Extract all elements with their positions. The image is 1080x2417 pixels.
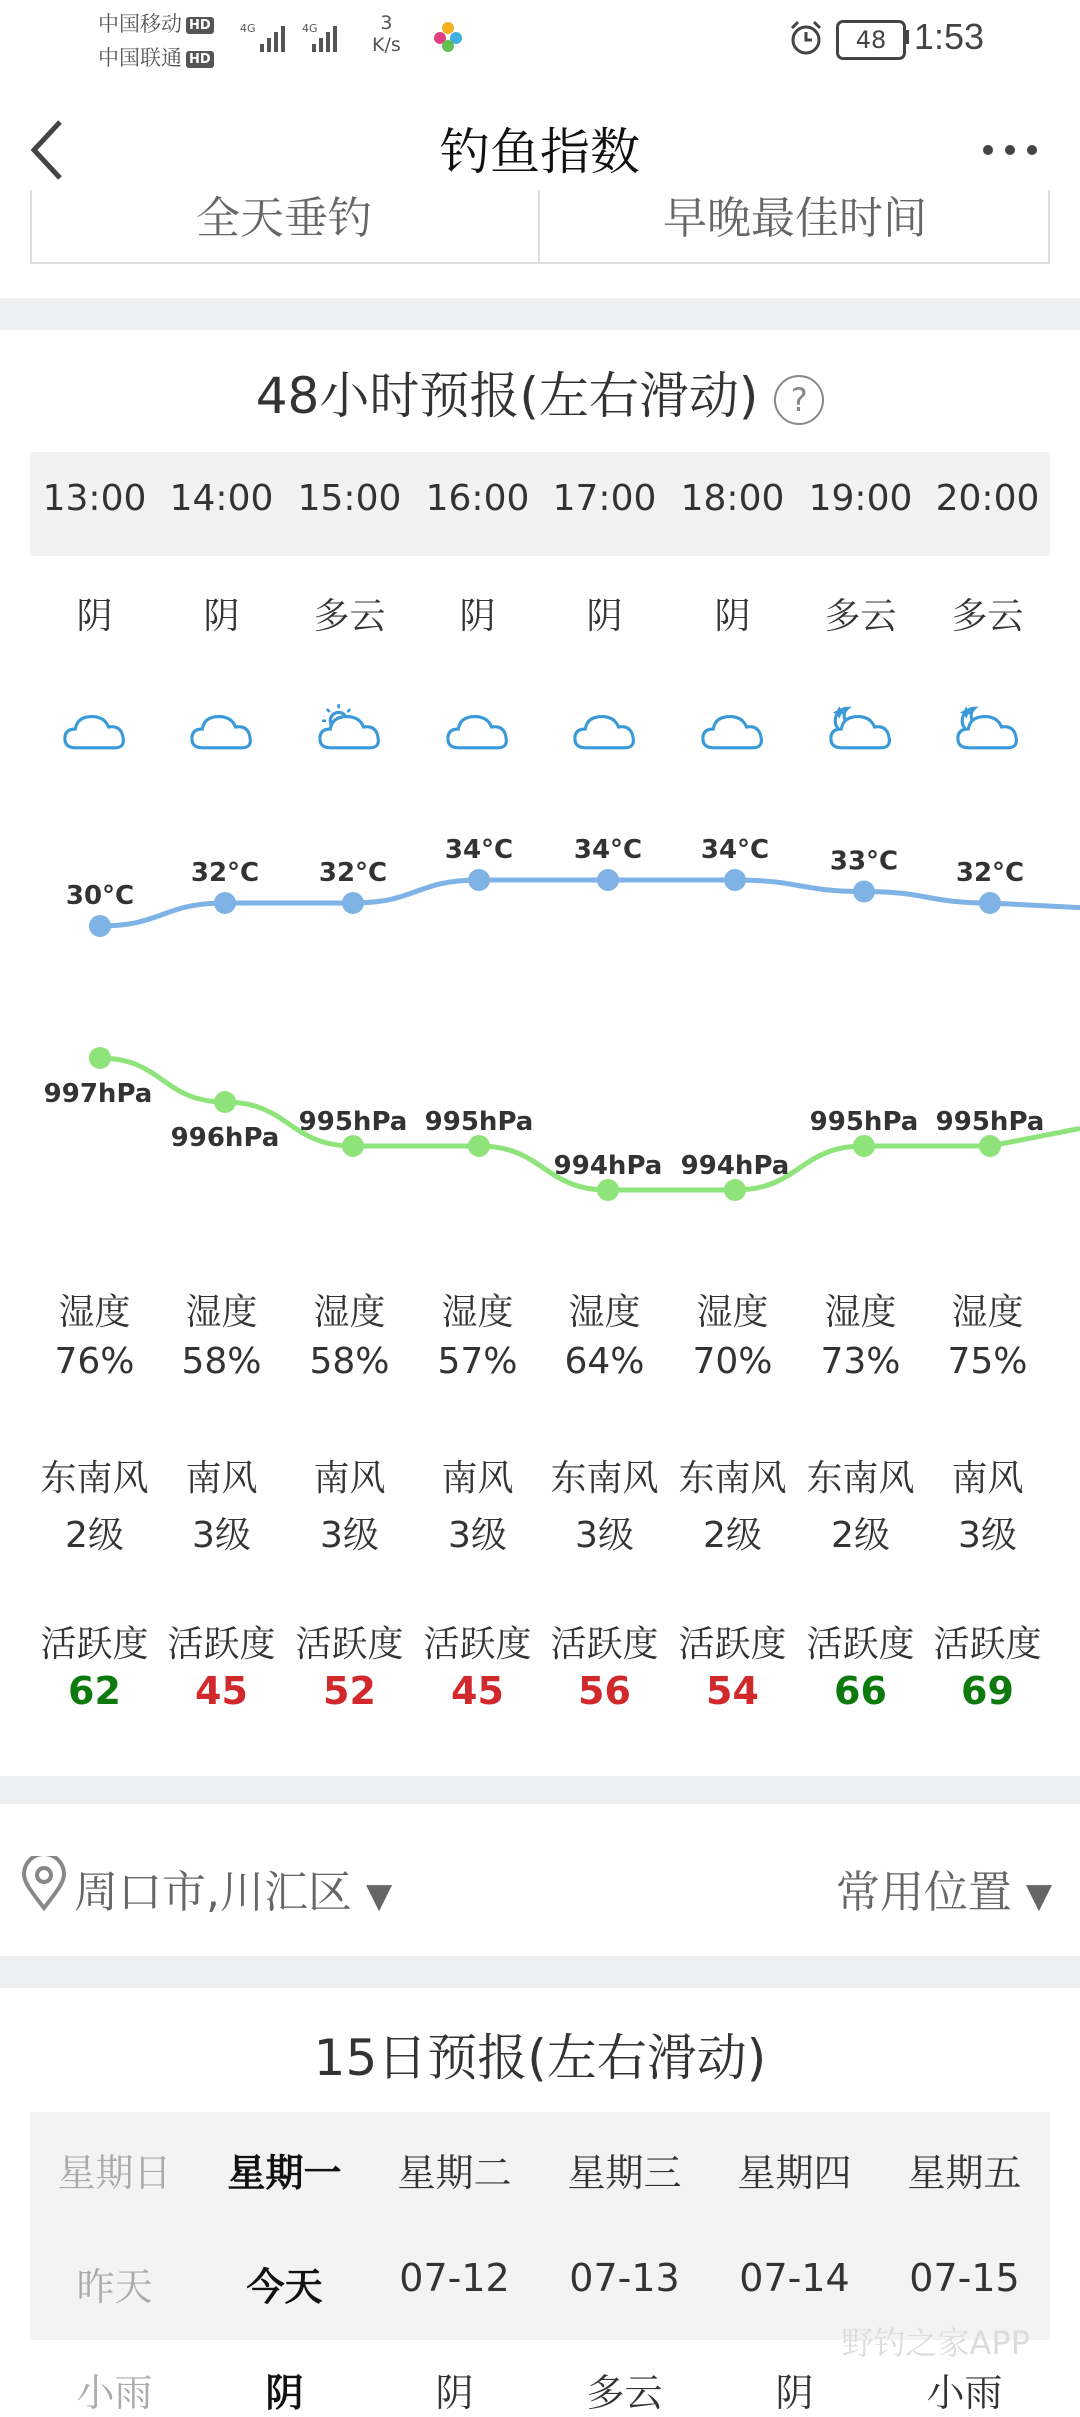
activity-value: 54 — [706, 1669, 759, 1713]
day-weather[interactable]: 阴 — [435, 2371, 474, 2415]
section-divider — [0, 1956, 1080, 1988]
activity-value: 52 — [323, 1669, 376, 1713]
hour-cell[interactable] — [158, 478, 285, 519]
hour-time: 13:00 — [42, 478, 147, 519]
humidity-label: 湿度 — [824, 1292, 897, 1333]
wind-level: 3级 — [575, 1515, 634, 1556]
wind-level: 3级 — [958, 1515, 1017, 1556]
temp-point — [468, 869, 490, 891]
weather-text: 阴 — [459, 596, 496, 637]
activity-cell — [541, 1616, 668, 1713]
pressure-point — [468, 1135, 490, 1157]
weather-text: 阴 — [714, 596, 751, 637]
activity-label: 活跃度 — [806, 1624, 915, 1665]
day-weather[interactable]: 阴 — [775, 2371, 814, 2415]
wind-direction: 东南风 — [40, 1458, 149, 1499]
humidity-label: 湿度 — [313, 1292, 386, 1333]
pressure-point — [979, 1135, 1001, 1157]
pressure-label: 997hPa — [43, 1079, 153, 1109]
weather-text: 多云 — [313, 596, 386, 637]
hour-time: 16:00 — [425, 478, 530, 519]
day-date[interactable]: 07-13 — [569, 2256, 680, 2300]
temp-label: 32°C — [190, 858, 260, 888]
pressure-point — [853, 1135, 875, 1157]
wind-direction: 东南风 — [550, 1458, 659, 1499]
hour-time: 14:00 — [169, 478, 274, 519]
partly-cloudy-day-icon — [286, 700, 413, 754]
wind-level: 3级 — [448, 1515, 507, 1556]
activity-value: 62 — [68, 1669, 121, 1713]
day-date[interactable]: 07-15 — [909, 2256, 1020, 2300]
battery-tip — [904, 30, 909, 44]
battery-indicator: 48 — [836, 20, 906, 60]
wind-direction: 南风 — [441, 1458, 514, 1499]
more-icon[interactable] — [980, 138, 1040, 162]
hour-cell[interactable] — [797, 478, 924, 519]
wind-level: 2级 — [831, 1515, 890, 1556]
wind-cell — [541, 1450, 668, 1558]
day-date[interactable]: 07-14 — [739, 2256, 850, 2300]
humidity-value: 58% — [181, 1341, 262, 1382]
activity-label: 活跃度 — [40, 1624, 149, 1665]
humidity-cell — [669, 1284, 796, 1382]
top-tabs — [30, 190, 1050, 264]
watermark: 野钓之家APP — [841, 2324, 1030, 2362]
weather-cell — [541, 588, 668, 639]
pressure-point — [214, 1091, 236, 1113]
activity-cell — [797, 1616, 924, 1713]
pressure-label: 995hPa — [298, 1107, 408, 1137]
day-date[interactable]: 07-12 — [399, 2256, 510, 2300]
wind-cell — [158, 1450, 285, 1558]
humidity-label: 湿度 — [568, 1292, 641, 1333]
day-weekday[interactable]: 星期一 — [227, 2151, 342, 2195]
location-selector[interactable]: 周口市,川汇区 ▼ — [74, 1867, 393, 1918]
page-title: 钓鱼指数 — [440, 123, 640, 181]
humidity-cell — [414, 1284, 541, 1382]
wind-cell — [797, 1450, 924, 1558]
weather-cell — [286, 588, 413, 639]
activity-value: 56 — [578, 1669, 631, 1713]
weather-text: 阴 — [203, 596, 240, 637]
wind-level: 3级 — [320, 1515, 379, 1556]
wind-direction: 南风 — [185, 1458, 258, 1499]
hour-cell[interactable] — [924, 478, 1051, 519]
pressure-label: 995hPa — [935, 1107, 1045, 1137]
humidity-cell — [158, 1284, 285, 1382]
carrier-2: 中国联通 HD — [98, 42, 214, 72]
pressure-point — [89, 1047, 111, 1069]
pressure-label: 994hPa — [553, 1151, 663, 1181]
temp-label: 32°C — [955, 858, 1025, 888]
activity-cell — [924, 1616, 1051, 1713]
tab-morning-evening[interactable]: 早晚最佳时间 — [663, 193, 927, 244]
temp-point — [342, 892, 364, 914]
activity-value: 66 — [834, 1669, 887, 1713]
wind-direction: 南风 — [313, 1458, 386, 1499]
forecast15-title: 15日预报(左右滑动) — [313, 2029, 767, 2087]
wind-direction: 东南风 — [678, 1458, 787, 1499]
hour-cell[interactable] — [286, 478, 413, 519]
activity-label: 活跃度 — [423, 1624, 532, 1665]
network-speed: 3 K/s — [372, 12, 401, 56]
activity-label: 活跃度 — [933, 1624, 1042, 1665]
partly-cloudy-night-icon — [924, 700, 1051, 754]
activity-cell — [31, 1616, 158, 1713]
tab-all-day[interactable]: 全天垂钓 — [196, 193, 372, 244]
wind-level: 2级 — [65, 1515, 124, 1556]
humidity-label: 湿度 — [441, 1292, 514, 1333]
humidity-cell — [286, 1284, 413, 1382]
pressure-label: 995hPa — [809, 1107, 919, 1137]
common-location-button[interactable]: 常用位置 ▼ — [835, 1867, 1052, 1918]
wind-level: 3级 — [192, 1515, 251, 1556]
temp-label: 34°C — [444, 835, 514, 865]
temp-point — [214, 892, 236, 914]
cloudy-icon — [31, 700, 158, 754]
hour-cell[interactable] — [669, 478, 796, 519]
humidity-value: 57% — [437, 1341, 518, 1382]
section-divider — [0, 1776, 1080, 1804]
hour-cell[interactable] — [414, 478, 541, 519]
humidity-value: 73% — [820, 1341, 901, 1382]
alarm-icon — [786, 18, 826, 58]
day-weekday[interactable]: 星期日 — [57, 2151, 172, 2195]
hour-time: 20:00 — [935, 478, 1040, 519]
temp-point — [89, 915, 111, 937]
activity-value: 69 — [961, 1669, 1014, 1713]
activity-cell — [286, 1616, 413, 1713]
activity-label: 活跃度 — [295, 1624, 404, 1665]
section-divider — [0, 298, 1080, 330]
activity-cell — [414, 1616, 541, 1713]
activity-label: 活跃度 — [678, 1624, 787, 1665]
hour-cell[interactable] — [31, 478, 158, 519]
weather-text: 阴 — [76, 596, 113, 637]
clock: 1:53 — [913, 16, 984, 57]
weather-cell — [669, 588, 796, 639]
wind-cell — [31, 1450, 158, 1558]
temp-point — [597, 869, 619, 891]
cloudy-icon — [414, 700, 541, 754]
hour-time: 19:00 — [808, 478, 913, 519]
weather-text: 多云 — [824, 596, 897, 637]
hour-time: 17:00 — [552, 478, 657, 519]
wind-cell — [669, 1450, 796, 1558]
humidity-value: 58% — [309, 1341, 390, 1382]
signal-icon — [238, 18, 358, 58]
humidity-cell — [797, 1284, 924, 1382]
partly-cloudy-night-icon — [797, 700, 924, 754]
svg-text:4G: 4G — [302, 22, 318, 35]
pressure-label: 994hPa — [680, 1151, 790, 1181]
forecast48-title: 48小时预报(左右滑动) ? — [0, 356, 1080, 428]
day-weekday[interactable]: 星期三 — [567, 2151, 682, 2195]
hour-time: 15:00 — [297, 478, 402, 519]
day-weekday[interactable]: 星期二 — [397, 2151, 512, 2195]
temp-label: 32°C — [318, 858, 388, 888]
humidity-label: 湿度 — [58, 1292, 131, 1333]
weather-cell — [797, 588, 924, 639]
temp-point — [979, 892, 1001, 914]
humidity-cell — [31, 1284, 158, 1382]
wind-level: 2级 — [703, 1515, 762, 1556]
wind-cell — [286, 1450, 413, 1558]
humidity-label: 湿度 — [696, 1292, 769, 1333]
day-weather[interactable]: 多云 — [586, 2371, 663, 2415]
pressure-label: 996hPa — [170, 1123, 280, 1153]
activity-label: 活跃度 — [550, 1624, 659, 1665]
activity-cell — [158, 1616, 285, 1713]
humidity-value: 76% — [54, 1341, 135, 1382]
hour-cell[interactable] — [541, 478, 668, 519]
app-notification-icon — [432, 20, 464, 52]
humidity-label: 湿度 — [185, 1292, 258, 1333]
pressure-label: 995hPa — [424, 1107, 534, 1137]
temp-pressure-chart — [0, 800, 1080, 1220]
weather-cell — [414, 588, 541, 639]
cloudy-icon — [158, 700, 285, 754]
weather-text: 多云 — [951, 596, 1024, 637]
weather-cell — [158, 588, 285, 639]
day-weather[interactable]: 小雨 — [926, 2371, 1003, 2415]
temp-label: 33°C — [829, 846, 899, 877]
pressure-point — [342, 1135, 364, 1157]
day-date[interactable]: 昨天 — [76, 2265, 153, 2309]
day-date[interactable]: 今天 — [246, 2265, 323, 2309]
cloudy-icon — [669, 700, 796, 754]
humidity-value: 75% — [947, 1341, 1028, 1382]
activity-label: 活跃度 — [167, 1624, 276, 1665]
location-pin-icon — [20, 1856, 68, 1912]
wind-cell — [414, 1450, 541, 1558]
humidity-cell — [924, 1284, 1051, 1382]
weather-cell — [924, 588, 1051, 639]
weather-text: 阴 — [586, 596, 623, 637]
temp-label: 30°C — [65, 881, 135, 911]
temp-label: 34°C — [573, 835, 643, 865]
humidity-value: 70% — [692, 1341, 773, 1382]
humidity-cell — [541, 1284, 668, 1382]
cloudy-icon — [541, 700, 668, 754]
humidity-value: 64% — [564, 1341, 645, 1382]
temp-point — [724, 869, 746, 891]
pressure-point — [724, 1179, 746, 1201]
hour-time: 18:00 — [680, 478, 785, 519]
wind-cell — [924, 1450, 1051, 1558]
activity-value: 45 — [195, 1669, 248, 1713]
wind-direction: 东南风 — [806, 1458, 915, 1499]
carrier-1: 中国移动 HD — [98, 8, 214, 38]
day-weekday[interactable]: 星期四 — [737, 2151, 852, 2195]
activity-cell — [669, 1616, 796, 1713]
day-weekday[interactable]: 星期五 — [907, 2151, 1022, 2195]
day-weather[interactable]: 阴 — [265, 2371, 304, 2415]
wind-direction: 南风 — [951, 1458, 1024, 1499]
pressure-point — [597, 1179, 619, 1201]
temp-label: 34°C — [700, 835, 770, 865]
weather-cell — [31, 588, 158, 639]
temp-point — [853, 881, 875, 903]
humidity-label: 湿度 — [951, 1292, 1024, 1333]
activity-value: 45 — [451, 1669, 504, 1713]
help-icon[interactable]: ? — [774, 375, 824, 425]
day-weather[interactable]: 小雨 — [76, 2371, 153, 2415]
svg-text:4G: 4G — [240, 22, 256, 35]
